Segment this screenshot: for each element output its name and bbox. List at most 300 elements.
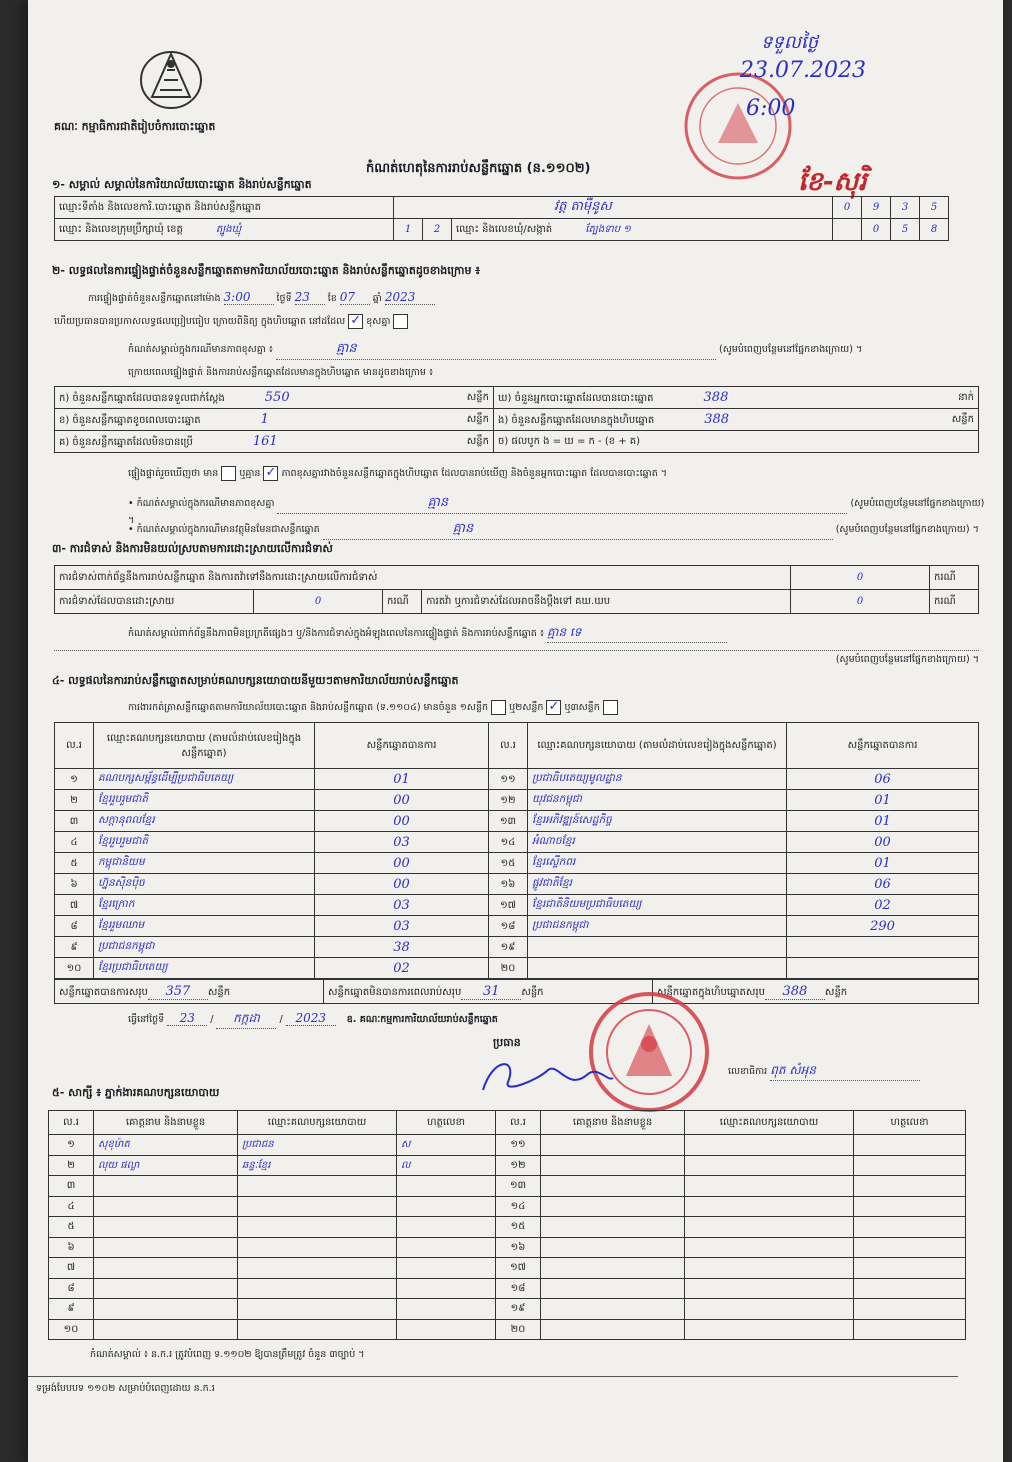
count-row (55, 409, 494, 431)
row-no: ១៤ (496, 1196, 541, 1217)
witness-party (685, 1196, 854, 1217)
count-label: ខ) ចំនួនសន្លឹកឆ្នោតខូចពេលបោះឆ្នោត (59, 414, 201, 426)
vote-count: 03 (315, 916, 489, 937)
verify-month: 07 (340, 290, 370, 305)
witness-name (94, 1278, 238, 1299)
witness-party (685, 1176, 854, 1197)
witness-name (541, 1135, 685, 1156)
count-label: គ) ចំនួនសន្លឹកឆ្នោតដែលមិនបានប្រើ (59, 436, 193, 448)
stamp-receive-label: ទទួល​ថ្ងៃ (761, 32, 819, 53)
party-name: ខ្មែររួមឈាម (94, 916, 315, 937)
witness-name (94, 1176, 238, 1197)
secretary-label: លេខាធិការ (728, 1066, 768, 1077)
diff-note-hint: (សូមបំពេញបន្ថែមនៅផ្នែកខាងក្រោយ) ។ (719, 344, 863, 355)
vote-count: 02 (315, 958, 489, 979)
verify-day: 23 (295, 290, 325, 305)
appeal-unit: ករណី (930, 590, 979, 614)
resolved-value: 0 (254, 590, 383, 614)
col-no: ល.រ (489, 723, 528, 769)
witness-name (541, 1278, 685, 1299)
vote-count: 290 (787, 916, 979, 937)
witness-party (685, 1258, 854, 1279)
col-name: គោត្តនាម និងនាមខ្លួន (541, 1111, 685, 1135)
party-name: ប្រជាធិបតេយ្យមូលដ្ឋាន (528, 769, 787, 790)
row-no: ៣ (49, 1176, 94, 1197)
row-no: ៩ (49, 1299, 94, 1320)
committee-label: ឧ. គណៈកម្មការការិយាល័យរាប់សន្លឹកឆ្នោត (346, 1014, 498, 1025)
check-line-b: ឬគ្មាន (239, 468, 261, 479)
vote-count: 00 (315, 811, 489, 832)
vote-count: 00 (787, 832, 979, 853)
col-no: ល.រ (496, 1111, 541, 1135)
objection-table (54, 565, 979, 614)
row-no: ១៤ (489, 832, 528, 853)
row-no: ១៧ (496, 1258, 541, 1279)
row-no: ៨ (49, 1278, 94, 1299)
stamp-time: 6:00 (746, 96, 796, 121)
province-value: ត្បូងឃ្មុំ (215, 224, 242, 235)
verify-year-label: ឆ្នាំ (372, 293, 382, 304)
witness-party (685, 1155, 854, 1176)
totals-table (54, 979, 979, 1004)
province-digit: 1 (394, 219, 423, 241)
table-row (49, 1319, 966, 1340)
witness-signature (397, 1319, 496, 1340)
count-label: ឃ) ចំនួនអ្នកបោះឆ្នោតដែលបានបោះឆ្នោត (498, 392, 654, 404)
sheet3-label: ឬ៣សន្លឹក (564, 702, 600, 713)
count-unit: នាក់ (958, 391, 974, 403)
option-diff-checkbox[interactable] (393, 314, 408, 329)
row-no: ២ (55, 790, 94, 811)
row-no: ៥ (49, 1217, 94, 1238)
count-label: ច) ផលបូក ង = ឃ = ក - (ខ + គ) (498, 436, 641, 447)
footnote: កំណត់សម្គាល់ ៖ ន.ក.រ ត្រូវបំពេញ ទ.១១០២ ឱ្យបានត្រឹមត្រូវ ចំនួន ៣ច្បាប់ ។ (90, 1349, 365, 1360)
appeal-label: ការតវ៉ា ឬការជំទាស់ដែលអាចនឹងប្ដឹងទៅ គឃ.ឃប (422, 590, 791, 614)
location-label: ឈ្មោះទីតាំង និងលេខការិ.បោះឆ្នោត និងរាប់សន្លឹកឆ្នោត (55, 197, 394, 219)
count-value: 161 (252, 433, 278, 449)
bullet1-label: កំណត់សម្គាល់ក្នុងករណីមានភាពខុសគ្នា (136, 498, 275, 509)
row-no: ១ (49, 1135, 94, 1156)
bullet1-line: • កំណត់សម្គាល់ក្នុងករណីមានភាពខុសគ្នា គ្មាន (សូមបំពេញបន្ថែមនៅផ្នែកខាងក្រោយ) ។ (128, 495, 985, 526)
total-valid-value: 357 (148, 984, 208, 1000)
bullet2-line: • កំណត់សម្គាល់ក្នុងករណីមានវត្ថុមិនមែនជាសន្លឹកឆ្នោត គ្មាន (សូមបំពេញបន្ថែមនៅផ្នែកខាងក្រោយ) ។ (128, 520, 988, 540)
table-row (49, 1258, 966, 1279)
sheet3-checkbox[interactable] (603, 700, 618, 715)
objection-unit: ករណី (930, 566, 979, 590)
document-sheet (28, 0, 1003, 1462)
count-label: ង) ចំនួនសន្លឹកឆ្នោតដែលមានក្នុងហិបឆ្នោត (498, 414, 655, 426)
row-no: ១៦ (496, 1237, 541, 1258)
commune-value: ត្បែងទាប ១ (585, 224, 631, 235)
vote-count: 03 (315, 895, 489, 916)
form-footer: ទម្រង់បែបបទ ១១០២ សម្រាប់បំពេញដោយ ន.ក.រ (36, 1383, 215, 1394)
row-no: ១១ (496, 1135, 541, 1156)
col-sign: ហត្ថលេខា (397, 1111, 496, 1135)
col-no: ល.រ (55, 723, 94, 769)
witness-name (541, 1196, 685, 1217)
witness-name (94, 1237, 238, 1258)
document-title: កំណត់ហេតុនៃការរាប់សន្លឹកឆ្នោត (ន.១១០២) (366, 161, 591, 176)
vote-count: 06 (787, 769, 979, 790)
witness-party (238, 1176, 397, 1197)
witness-table (48, 1110, 966, 1340)
row-no: ៦ (49, 1237, 94, 1258)
verify-line (88, 290, 988, 306)
sheet2-checkbox[interactable]: ✓ (546, 700, 561, 715)
section4-intro (128, 700, 988, 715)
witness-signature (854, 1196, 966, 1217)
witness-party (685, 1278, 854, 1299)
table-row (55, 958, 979, 979)
party-name: ប្រជាជនកម្ពុជា (94, 937, 315, 958)
vote-count: 00 (315, 874, 489, 895)
party-name (528, 958, 787, 979)
witness-name (541, 1258, 685, 1279)
witness-name (541, 1155, 685, 1176)
col-party: ឈ្មោះគណបក្សនយោបាយ (តាមលំដាប់លេខរៀងក្នុងសន្លឹកឆ្នោត) (94, 723, 315, 769)
verify-result-text: ហើយប្រធានបានប្រកាសលទ្ធផលប្រៀបធៀប ក្រោយពិនិត្យ ក្នុងហិបឆ្នោត (54, 316, 306, 327)
table-row (55, 937, 979, 958)
table-row (55, 874, 979, 895)
section3-note-value: គ្មាន ទេ (547, 624, 727, 643)
table-row (49, 1196, 966, 1217)
verify-year: 2023 (385, 290, 435, 305)
count-row (494, 431, 979, 453)
witness-name (541, 1217, 685, 1238)
table-row (55, 769, 979, 790)
vote-count (787, 958, 979, 979)
section5-title: ៥- សាក្សី ៖ ភ្នាក់ងារគណបក្សនយោបាយ (52, 1086, 220, 1099)
total-box-value: 388 (765, 984, 825, 1000)
option-same-label: នៅដដែល (309, 316, 346, 327)
witness-name: លុយ ផល្លា (94, 1155, 238, 1176)
location-digit: 5 (920, 197, 949, 219)
has-diff-checkbox[interactable] (221, 466, 236, 481)
bullet2-value: គ្មាន (323, 520, 833, 540)
resolved-label: ការជំទាស់ដែលបានដោះស្រាយ (55, 590, 254, 614)
objection-label: ការជំទាស់ពាក់ព័ន្ធនឹងការរាប់សន្លឹកឆ្នោត និងការតវ៉ាទៅនឹងការដោះស្រាយលើការជំទាស់ (55, 566, 791, 590)
row-no: ១៦ (489, 874, 528, 895)
section3-title: ៣- ការជំទាស់ និងការមិនយល់ស្របតាមការដោះស្រាយលើការជំទាស់ (52, 542, 333, 555)
row-no: ៨ (55, 916, 94, 937)
count-table (54, 386, 979, 453)
commune-digit: 0 (862, 219, 891, 241)
section3-note (128, 624, 988, 643)
count-value: 388 (703, 389, 729, 405)
bullet1-value: គ្មាន (277, 494, 847, 514)
count-row (55, 387, 494, 409)
witness-signature (854, 1278, 966, 1299)
total-valid-unit: សន្លឹក (207, 986, 231, 998)
witness-party (238, 1278, 397, 1299)
diff-note-line (128, 340, 988, 360)
total-invalid-unit: សន្លឹក (521, 986, 544, 998)
witness-signature (854, 1135, 966, 1156)
verify-result-line (54, 314, 954, 329)
party-name: គណបក្សសម្ព័ន្ធដើម្បីប្រជាធិបតេយ្យ (94, 769, 315, 790)
party-name: យុវជនកម្ពុជា (528, 790, 787, 811)
col-sign: ហត្ថលេខា (854, 1111, 966, 1135)
witness-party (238, 1258, 397, 1279)
vote-count: 00 (315, 853, 489, 874)
witness-name (541, 1319, 685, 1340)
count-row (55, 431, 494, 453)
diff-note-value: គ្មាន (276, 340, 716, 360)
count-unit: សន្លឹក (466, 413, 489, 425)
witness-party (685, 1135, 854, 1156)
section3-hint: (សូមបំពេញបន្ថែមនៅផ្នែកខាងក្រោយ) ។ (54, 650, 979, 667)
col-party: ឈ្មោះគណបក្សនយោបាយ (238, 1111, 397, 1135)
col-name: គោត្តនាម និងនាមខ្លួន (94, 1111, 238, 1135)
row-no: ១២ (496, 1155, 541, 1176)
table-row (49, 1237, 966, 1258)
col-votes: សន្លឹកឆ្នោតបានការ (315, 723, 489, 769)
vote-count: 03 (315, 832, 489, 853)
party-name: ខ្មែរក្រោក (94, 895, 315, 916)
col-votes: សន្លឹកឆ្នោតបានការ (787, 723, 979, 769)
party-name: ខ្មែររួបរួមជាតិ (94, 832, 315, 853)
witness-party: ប្រជាជន (238, 1135, 397, 1156)
row-no: ១២ (489, 790, 528, 811)
witness-signature (397, 1278, 496, 1299)
vote-count (787, 937, 979, 958)
vote-count: 02 (787, 895, 979, 916)
total-valid-label: សន្លឹកឆ្នោតបានការសរុប (59, 986, 148, 998)
row-no: ៩ (55, 937, 94, 958)
row-no: ១៨ (489, 916, 528, 937)
count-row (494, 387, 979, 409)
witness-signature (854, 1237, 966, 1258)
check-line (128, 466, 988, 481)
witness-party (685, 1237, 854, 1258)
total-box-label: សន្លឹកឆ្នោតក្នុងហិបឆ្នោតសរុប (657, 986, 765, 998)
commune-label: ឈ្មោះ និងលេខឃុំ/សង្កាត់ (456, 224, 553, 235)
witness-signature (397, 1196, 496, 1217)
row-no: ១៩ (496, 1299, 541, 1320)
row-no: ៧ (55, 895, 94, 916)
commune-cell (452, 219, 833, 241)
party-name: ផ្លូវជាតិខ្មែរ (528, 874, 787, 895)
col-party: ឈ្មោះគណបក្សនយោបាយ (តាមលំដាប់លេខរៀងក្នុងសន្លឹកឆ្នោត) (528, 723, 787, 769)
witness-signature (854, 1155, 966, 1176)
vote-count: 06 (787, 874, 979, 895)
witness-party (685, 1217, 854, 1238)
table-row (49, 1176, 966, 1197)
total-invalid-label: សន្លឹកឆ្នោតមិនបានការពេលរាប់សរុប (328, 986, 462, 998)
witness-signature (397, 1217, 496, 1238)
row-no: ១៧ (489, 895, 528, 916)
total-invalid-value: 31 (461, 984, 521, 1000)
row-no: ២០ (489, 958, 528, 979)
witness-party (238, 1217, 397, 1238)
row-no: ១៣ (496, 1176, 541, 1197)
nec-emblem-icon (132, 42, 210, 112)
vote-count: 01 (787, 853, 979, 874)
row-no: ៧ (49, 1258, 94, 1279)
witness-signature (397, 1258, 496, 1279)
party-name: ខ្មែរជាតិនិយមប្រជាធិបតេយ្យ (528, 895, 787, 916)
party-name: ខ្មែរអភិវឌ្ឍន៍សេដ្ឋកិច្ច (528, 811, 787, 832)
section3-note-label: កំណត់សម្គាល់ពាក់ព័ន្ធនឹងភាពមិនប្រក្រតីផ្សេងៗ ឬ/និងការជំទាស់ក្នុងអំឡុងពេលនៃការផ្ទៀងផ្ទាត់ និងការរាប់សន្លឹកឆ្នោត ៖ (128, 628, 545, 639)
vote-count: 01 (787, 790, 979, 811)
witness-signature (854, 1176, 966, 1197)
row-no: ១៥ (489, 853, 528, 874)
table-row (49, 1155, 966, 1176)
check-line-c: ភាពខុសគ្នារវាងចំនួនសន្លឹកឆ្នោតក្នុងហិបឆ្នោត ដែលបានរាប់ឃើញ និងចំនួនអ្នកបោះឆ្នោត ដែលបានបោះឆ្នោត ។ (281, 468, 668, 479)
section4-intro-text: ការងារកត់ត្រាសន្លឹកឆ្នោតតាមការិយាល័យបោះឆ្នោត និងរាប់សន្លឹកឆ្នោត (ទ.១១០៤) មានចំនួន ១សន្លឹក (128, 702, 489, 713)
witness-signature (854, 1319, 966, 1340)
made-month: កក្កដា (216, 1010, 276, 1029)
party-name: សក្ដានុពលខ្មែរ (94, 811, 315, 832)
row-no: ៦ (55, 874, 94, 895)
witness-signature (854, 1258, 966, 1279)
vote-count: 01 (787, 811, 979, 832)
table-row (49, 1217, 966, 1238)
province-label (55, 219, 394, 241)
witness-signature (854, 1217, 966, 1238)
table-row (49, 1135, 966, 1156)
stamp-mark: ខែ-សុរិ (798, 167, 867, 197)
witness-name (94, 1319, 238, 1340)
row-no: ១០ (55, 958, 94, 979)
secretary-name: ពុត សំអុន (770, 1062, 920, 1081)
party-name: ប្រជាជនកម្ពុជា (528, 916, 787, 937)
party-name: កម្ពុជានិយម (94, 853, 315, 874)
row-no: ១៨ (496, 1278, 541, 1299)
vote-count: 00 (315, 790, 489, 811)
witness-signature (854, 1299, 966, 1320)
witness-signature: ល (397, 1155, 496, 1176)
secretary-line (728, 1062, 920, 1081)
diff-note-label: កំណត់សម្គាល់ក្នុងករណីមានភាពខុសគ្នា ៖ (128, 344, 273, 355)
location-digit: 0 (833, 197, 862, 219)
count-intro: ក្រោយពេលផ្ទៀងផ្ទាត់ និងការរាប់សន្លឹកឆ្នោតដែលមានក្នុងហិបឆ្នោត មានដូចខាងក្រោម ៖ (128, 367, 434, 378)
party-name: ខ្មែរប្រជាធិបតេយ្យ (94, 958, 315, 979)
made-at-line: ធ្វើនៅថ្ងៃទី 23 / កក្កដា / 2023 ឧ. គណៈកម្មការការិយាល័យរាប់សន្លឹកឆ្នោត (128, 1010, 498, 1029)
witness-party: ឆន្ទៈខ្មែរ (238, 1155, 397, 1176)
chair-signature-icon (478, 1052, 618, 1100)
objection-value: 0 (791, 566, 930, 590)
table-row (55, 895, 979, 916)
location-digit: 3 (891, 197, 920, 219)
vote-count: 01 (315, 769, 489, 790)
no-diff-checkbox[interactable]: ✓ (263, 466, 278, 481)
party-name: ខ្មែររួបរួមជាតិ (94, 790, 315, 811)
org-name: គណៈ កម្មាធិការជាតិរៀបចំការបោះឆ្នោត (54, 120, 216, 133)
table-row (55, 811, 979, 832)
row-no: ១១ (489, 769, 528, 790)
row-no: ៥ (55, 853, 94, 874)
row-no: ២០ (496, 1319, 541, 1340)
count-value: 550 (264, 389, 290, 405)
witness-party (685, 1319, 854, 1340)
row-no: ១ (55, 769, 94, 790)
bullet2-hint: (សូមបំពេញបន្ថែមនៅផ្នែកខាងក្រោយ) ។ (835, 524, 979, 535)
row-no: ១៥ (496, 1217, 541, 1238)
table-row (55, 790, 979, 811)
witness-name (541, 1237, 685, 1258)
chair-label: ប្រធាន (493, 1036, 521, 1049)
table-row (49, 1299, 966, 1320)
table-row (55, 916, 979, 937)
witness-name (94, 1258, 238, 1279)
section1-title: ១- សម្គាល់ សម្គាល់នៃការិយាល័យបោះឆ្នោត និងរាប់សន្លឹកឆ្នោត (52, 178, 312, 191)
location-digit: 9 (862, 197, 891, 219)
results-table (54, 722, 979, 979)
stamp-date: 23.07.2023 (740, 58, 866, 83)
count-value: 1 (260, 411, 269, 427)
table-row (55, 853, 979, 874)
location-value: វត្ត តាម៉ឺនូស (394, 197, 833, 219)
section4-title: ៤- លទ្ធផលនៃការរាប់សន្លឹកឆ្នោតសម្រាប់គណបក្សនយោបាយនីមួយៗតាមការិយាល័យរាប់សន្លឹកឆ្នោត (52, 674, 459, 687)
resolved-unit: ករណី (383, 590, 422, 614)
witness-signature (397, 1299, 496, 1320)
location-table (54, 196, 949, 241)
check-line-a: ផ្ទៀងផ្ទាត់រួចឃើញថា មាន (128, 468, 219, 479)
table-row (49, 1278, 966, 1299)
witness-name: សុខុម៉ាត (94, 1135, 238, 1156)
made-year: 2023 (286, 1011, 336, 1026)
party-name: ខ្មែរស្ទើកពរ (528, 853, 787, 874)
sheet1-checkbox[interactable] (491, 700, 506, 715)
witness-party (238, 1196, 397, 1217)
count-value: 388 (704, 411, 730, 427)
witness-party (238, 1319, 397, 1340)
row-no: ៤ (55, 832, 94, 853)
row-no: ១០ (49, 1319, 94, 1340)
made-at-label: ធ្វើនៅថ្ងៃទី (128, 1014, 165, 1025)
appeal-value: 0 (791, 590, 930, 614)
bullet2-label: កំណត់សម្គាល់ក្នុងករណីមានវត្ថុមិនមែនជាសន្លឹកឆ្នោត (136, 524, 320, 535)
commune-digit: 8 (920, 219, 949, 241)
row-no: ៤ (49, 1196, 94, 1217)
witness-name (94, 1217, 238, 1238)
witness-signature: ស (397, 1135, 496, 1156)
count-row (494, 409, 979, 431)
vote-count: 38 (315, 937, 489, 958)
total-valid-cell (55, 980, 324, 1004)
witness-name (541, 1176, 685, 1197)
witness-party (685, 1299, 854, 1320)
col-no: ល.រ (49, 1111, 94, 1135)
sheet2-label: ឬ២សន្លឹក (509, 702, 544, 713)
option-diff-label: ខុសគ្នា (366, 316, 391, 327)
row-no: ១៩ (489, 937, 528, 958)
total-box-unit: សន្លឹក (824, 986, 848, 998)
province-label-text: ឈ្មោះ និងលេខក្រុមប្រឹក្សាឃុំ ខេត្ត (59, 224, 183, 235)
option-same-checkbox[interactable]: ✓ (348, 314, 363, 329)
table-row (55, 832, 979, 853)
witness-name (94, 1299, 238, 1320)
party-name: អំណាចខ្មែរ (528, 832, 787, 853)
witness-party (238, 1299, 397, 1320)
count-unit: សន្លឹក (951, 413, 974, 425)
row-no: ៣ (55, 811, 94, 832)
witness-name (541, 1299, 685, 1320)
verify-time: 3:00 (224, 290, 274, 305)
col-party: ឈ្មោះគណបក្សនយោបាយ (685, 1111, 854, 1135)
commune-digit: 5 (891, 219, 920, 241)
count-unit: សន្លឹក (466, 435, 489, 447)
verify-day-label: ថ្ងៃទី (276, 293, 292, 304)
count-unit: សន្លឹក (466, 391, 489, 403)
witness-name (94, 1196, 238, 1217)
section2-title: ២- លទ្ធផលនៃការផ្ទៀងផ្ទាត់ចំនួនសន្លឹកឆ្នោតតាមការិយាល័យបោះឆ្នោត និងរាប់សន្លឹកឆ្នោតដូចខាងក្រោម ៖ (52, 264, 481, 277)
verify-time-label: ការផ្ទៀងផ្ទាត់ចំនួនសន្លឹកឆ្នោតនៅម៉ោង (88, 293, 221, 304)
witness-signature (397, 1176, 496, 1197)
bullet1-hint: (សូមបំពេញបន្ថែមនៅផ្នែកខាងក្រោយ) ។ (128, 498, 985, 526)
verify-month-label: ខែ (327, 293, 337, 304)
